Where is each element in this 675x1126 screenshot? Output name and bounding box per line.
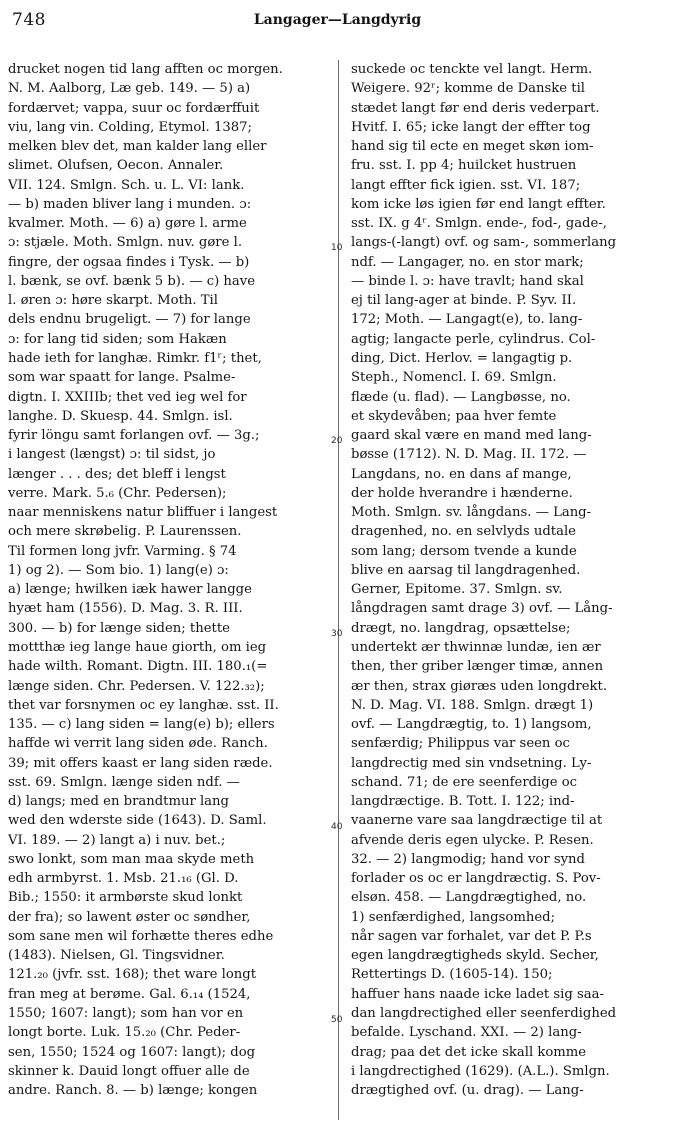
text-line: langt effter fick igien. sst. VI. 187; xyxy=(351,177,581,193)
text-line: viu, lang vin. Colding, Etymol. 1387; xyxy=(8,119,252,135)
running-head: Langager—Langdyrig xyxy=(253,12,422,28)
text-line: længe siden. Chr. Pedersen. V. 122.₃₂); xyxy=(8,678,265,694)
text-line: 135. — c) lang siden = lang(e) b); ellers xyxy=(8,717,275,733)
text-line: Hvitf. I. 65; icke langt der effter tog xyxy=(351,119,591,135)
page-header xyxy=(0,10,675,38)
text-line: hade ieth for langhæ. Rimkr. f1ʳ; thet, xyxy=(8,350,262,366)
text-line: ej til lang-ager at binde. P. Syv. II. xyxy=(351,293,577,309)
text-line: l. bænk, se ovf. bænk 5 b). — c) have xyxy=(8,273,256,289)
text-line: slimet. Olufsen, Oecon. Annaler. xyxy=(8,158,224,174)
text-line: agtig; langacte perle, cylindrus. Col- xyxy=(351,331,596,347)
text-line: (1483). Nielsen, Gl. Tingsvidner. xyxy=(8,948,225,964)
text-line: Bib.; 1550: it armbørste skud lonkt xyxy=(8,890,243,906)
text-line: naar menniskens natur bliffuer i langest xyxy=(8,505,278,521)
text-line: drægtighed ovf. (u. drag). — Lang- xyxy=(351,1083,584,1099)
text-line: Steph., Nomencl. I. 69. Smlgn. xyxy=(351,370,557,386)
text-line: fru. sst. I. pp 4; huilcket hustruen xyxy=(351,158,577,174)
text-line: 32. — 2) langmodig; hand vor synd xyxy=(351,851,585,867)
text-line: melken blev det, man kalder lang eller xyxy=(8,139,267,155)
text-line: verre. Mark. 5.₆ (Chr. Pedersen); xyxy=(8,485,227,501)
text-line: langdrectig med sin vndsetning. Ly- xyxy=(351,755,592,771)
text-line: langs-(-langt) ovf. og sam-, sommerlang xyxy=(351,235,617,251)
text-line: bøsse (1712). N. D. Mag. II. 172. — xyxy=(351,447,587,463)
text-line: blive en aarsag til langdragenhed. xyxy=(351,562,581,578)
text-line: thet var forsnymen oc ey langhæ. sst. II. xyxy=(8,697,279,713)
text-line: N. M. Aalborg, Læ geb. 149. — 5) a) xyxy=(8,81,251,97)
text-line: then, ther griber længer timæ, annen xyxy=(351,659,604,675)
text-line: elsøn. 458. — Langdrægtighed, no. xyxy=(351,890,587,906)
margin-line-number: 10 xyxy=(331,243,343,253)
text-line: hyæt ham (1556). D. Mag. 3. R. III. xyxy=(8,601,243,617)
text-line: i langdrectighed (1629). (A.L.). Smlgn. xyxy=(351,1063,610,1079)
text-line: i langest (længst) ɔ: til sidst, jo xyxy=(8,447,216,463)
text-line: Rettertings D. (1605-14). 150; xyxy=(351,967,553,983)
text-line: digtn. I. XXIIIb; thet ved ieg wel for xyxy=(8,389,247,405)
text-line: der holde hverandre i hænderne. xyxy=(351,485,573,501)
margin-line-number: 20 xyxy=(331,436,343,446)
text-line: gaard skal være en mand med lang- xyxy=(351,428,592,444)
text-line: Til formen long jvfr. Varming. § 74 xyxy=(8,543,237,559)
text-line: swo lonkt, som man maa skyde meth xyxy=(8,851,255,867)
text-line: l. øren ɔ: høre skarpt. Moth. Til xyxy=(8,293,218,309)
text-line: ɔ: stjæle. Moth. Smlgn. nuv. gøre l. xyxy=(8,235,243,251)
text-line: skinner k. Dauid longt offuer alle de xyxy=(8,1063,250,1079)
text-line: dragenhed, no. en selvlyds udtale xyxy=(351,524,576,540)
text-line: mottthæ ieg lange haue giorth, om ieg xyxy=(8,639,267,655)
margin-line-number: 30 xyxy=(331,629,343,639)
text-line: længer . . . des; det bleff i lengst xyxy=(8,466,226,482)
text-line: sst. IX. g 4ʳ. Smlgn. ende-, fod-, gade-, xyxy=(351,216,607,232)
text-line: fingre, der ogsaa findes i Tysk. — b) xyxy=(8,254,250,270)
text-line: d) langs; med en brandtmur lang xyxy=(8,794,229,810)
text-line: forlader os oc er langdræctig. S. Pov- xyxy=(351,871,601,887)
text-line: kvalmer. Moth. — 6) a) gøre l. arme xyxy=(8,216,247,232)
text-line: befalde. Lyschand. XXI. — 2) lang- xyxy=(351,1025,582,1041)
text-line: drægt, no. langdrag, opsættelse; xyxy=(351,620,571,636)
text-line: der fra); so lawent øster oc søndher, xyxy=(8,909,251,925)
text-line: schand. 71; de ere seenferdige oc xyxy=(351,774,578,790)
text-line: andre. Ranch. 8. — b) længe; kongen xyxy=(8,1083,258,1099)
text-line: edh armbyrst. 1. Msb. 21.₁₆ (Gl. D. xyxy=(8,871,239,887)
text-line: — binde l. ɔ: have travlt; hand skal xyxy=(351,273,584,289)
text-line: N. D. Mag. VI. 188. Smlgn. drægt 1) xyxy=(351,697,594,713)
text-line: och mere skrøbelig. P. Laurenssen. xyxy=(8,524,242,540)
text-line: dels endnu brugeligt. — 7) for lange xyxy=(8,312,251,328)
text-line: Weigere. 92ʳ; komme de Danske til xyxy=(351,81,586,97)
margin-line-number: 40 xyxy=(331,822,343,832)
text-line: når sagen var forhalet, var det P. P.s xyxy=(351,928,592,944)
text-line: som war spaatt for lange. Psalme- xyxy=(8,370,236,386)
text-line: fyrir löngu samt forlangen ovf. — 3g.; xyxy=(8,428,260,444)
text-line: et skydevåben; paa hver femte xyxy=(351,408,557,424)
text-line: undertekt ær thwinnæ lundæ, ien ær xyxy=(351,639,601,655)
text-line: egen langdrægtigheds skyld. Secher, xyxy=(351,948,599,964)
text-line: Moth. Smlgn. sv. långdans. — Lang- xyxy=(351,505,592,521)
text-line: VII. 124. Smlgn. Sch. u. L. VI: lank. xyxy=(8,177,245,193)
text-line: Langdans, no. en dans af mange, xyxy=(351,466,572,482)
text-line: haffuer hans naade icke ladet sig saa- xyxy=(351,986,604,1002)
text-line: som sane men wil forhætte theres edhe xyxy=(8,928,274,944)
text-line: 1) og 2). — Som bio. 1) lang(e) ɔ: xyxy=(8,562,229,578)
page-number: 748 xyxy=(12,10,46,30)
column-divider xyxy=(338,60,339,1120)
text-line: haffde wi verrit lang siden øde. Ranch. xyxy=(8,736,268,752)
text-line: — b) maden bliver lang i munden. ɔ: xyxy=(8,196,252,212)
text-line: Gerner, Epitome. 37. Smlgn. sv. xyxy=(351,582,563,598)
text-line: longt borte. Luk. 15.₂₀ (Chr. Peder- xyxy=(8,1025,241,1041)
text-line: ær then, strax giøræs uden longdrekt. xyxy=(351,678,608,694)
text-line: 39; mit offers kaast er lang siden ræde. xyxy=(8,755,273,771)
text-line: fran meg at berøme. Gal. 6.₁₄ (1524, xyxy=(8,986,251,1002)
text-line: ding, Dict. Herlov. = langagtig p. xyxy=(351,350,573,366)
text-line: wed den wderste side (1643). D. Saml. xyxy=(8,813,267,829)
text-line: langhe. D. Skuesp. 44. Smlgn. isl. xyxy=(8,408,233,424)
text-line: dan langdrectighed eller seenferdighed xyxy=(351,1006,617,1022)
text-line: 1550; 1607: langt); som han vor en xyxy=(8,1006,244,1022)
text-line: suckede oc tenckte vel langt. Herm. xyxy=(351,62,593,77)
text-line: vaanerne vare saa langdræctige til at xyxy=(351,813,603,829)
text-line: ɔ: for lang tid siden; som Hakæn xyxy=(8,331,227,347)
text-line: langdræctige. B. Tott. I. 122; ind- xyxy=(351,794,575,810)
text-line: 300. — b) for længe siden; thette xyxy=(8,620,230,636)
right-column xyxy=(351,60,667,1100)
text-line: som lang; dersom tvende a kunde xyxy=(351,543,577,559)
text-line: hade wilth. Romant. Digtn. III. 180.₁(= xyxy=(8,659,268,675)
text-line: flæde (u. flad). — Langbøsse, no. xyxy=(351,389,571,405)
text-line: a) længe; hwilken iæk hawer langge xyxy=(8,582,252,598)
text-line: 1) senfærdighed, langsomhed; xyxy=(351,909,556,925)
margin-line-number: 50 xyxy=(331,1015,343,1025)
text-line: 172; Moth. — Langagt(e), to. lang- xyxy=(351,312,583,328)
text-line: kom icke løs igien før end langt effter. xyxy=(351,196,606,212)
text-line: stædet langt før end deris vederpart. xyxy=(351,100,600,116)
text-line: ndf. — Langager, no. en stor mark; xyxy=(351,254,584,270)
text-line: 121.₂₀ (jvfr. sst. 168); thet ware longt xyxy=(8,967,257,983)
text-line: drag; paa det det icke skall komme xyxy=(351,1044,587,1060)
text-line: hand sig til ecte en meget skøn iom- xyxy=(351,139,594,155)
text-line: sst. 69. Smlgn. længe siden ndf. — xyxy=(8,774,240,790)
text-line: drucket nogen tid lang afften oc morgen. xyxy=(8,62,283,77)
text-line: senfærdig; Philippus var seen oc xyxy=(351,736,570,752)
text-line: afvende deris egen ulycke. P. Resen. xyxy=(351,832,594,848)
text-line: fordærvet; vappa, suur oc fordærffuit xyxy=(8,100,260,116)
left-column xyxy=(8,60,328,1100)
text-line: sen, 1550; 1524 og 1607: langt); dog xyxy=(8,1044,256,1060)
text-line: ovf. — Langdrægtig, to. 1) langsom, xyxy=(351,717,592,733)
text-line: VI. 189. — 2) langt a) i nuv. bet.; xyxy=(8,832,226,848)
text-line: långdragen samt drage 3) ovf. — Lång- xyxy=(351,601,613,617)
